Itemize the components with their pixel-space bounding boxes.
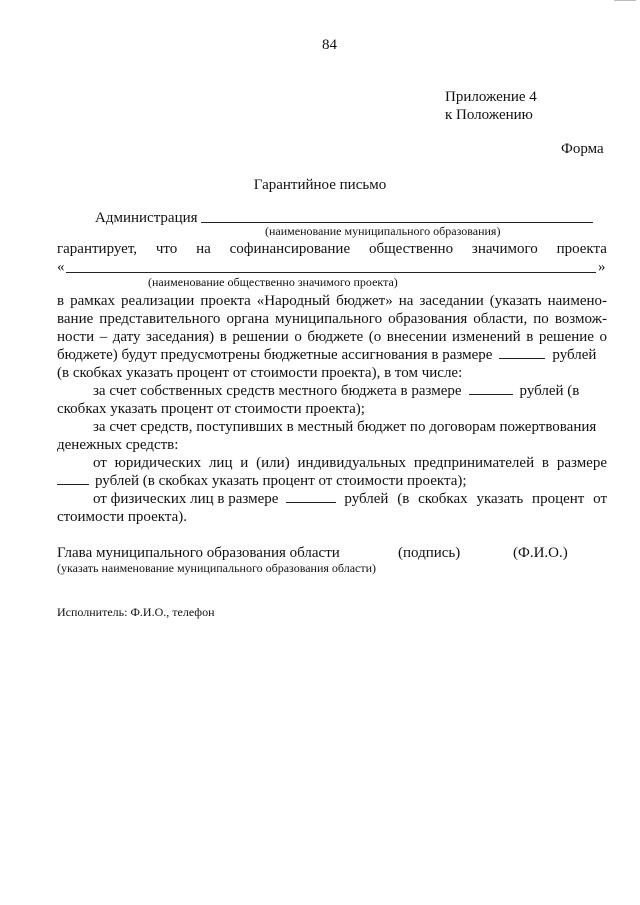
- administration-label: Администрация: [95, 210, 198, 226]
- individuals-amount-blank: [286, 491, 336, 503]
- individuals-text: от физических лиц в размере: [93, 491, 279, 507]
- signature-sign: (подпись): [398, 545, 461, 561]
- body-line: вание представительного органа муниципального образования области, по возмож-: [57, 311, 607, 327]
- budget-text: бюджете) будут предусмотрены бюджетные ассигнования в размере: [57, 347, 493, 363]
- legal-entities-amount-line: [57, 472, 467, 490]
- donations-line: за счет средств, поступивших в местный бюджет по договорам пожертвования: [93, 419, 597, 435]
- form-label: Форма: [561, 141, 604, 157]
- donations-line-2: денежных средств:: [57, 437, 179, 453]
- budget-line: [57, 346, 607, 364]
- local-budget-line: [93, 382, 607, 400]
- local-budget-text: за счет собственных средств местного бюджета в размере: [93, 383, 462, 399]
- guarantee-word: что: [155, 241, 178, 257]
- guarantee-word: значимого: [471, 241, 538, 257]
- page-number: 84: [322, 37, 337, 53]
- guarantee-word: проекта: [556, 241, 607, 257]
- local-budget-percent: скобках указать процент от стоимости проекта);: [57, 401, 365, 417]
- local-budget-amount-blank: [469, 383, 513, 395]
- project-caption: (наименование общественно значимого проекта): [148, 275, 398, 289]
- signature-head: Глава муниципального образования области: [57, 545, 340, 561]
- individuals-currency: рублей (в скобках указать процент от: [344, 491, 607, 507]
- legal-amount-blank: [57, 473, 89, 485]
- budget-currency: рублей: [552, 347, 597, 363]
- guarantee-line: [57, 240, 607, 258]
- body-line: ности – дату заседания) в решении о бюджете (о внесении изменений в решение о: [57, 329, 607, 345]
- guarantee-word: общественно: [368, 241, 454, 257]
- guarantee-word: на: [196, 241, 211, 257]
- administration-blank: [201, 209, 593, 223]
- document-title: Гарантийное письмо: [253, 177, 387, 193]
- quote-open: «: [57, 259, 65, 275]
- local-budget-currency: рублей (в: [519, 383, 580, 399]
- executor-line: Исполнитель: Ф.И.О., телефон: [57, 605, 215, 619]
- budget-amount-blank: [499, 347, 545, 359]
- signature-fio: (Ф.И.О.): [513, 545, 568, 561]
- quote-close: »: [598, 259, 606, 275]
- guarantee-word: софинансирование: [229, 241, 351, 257]
- legal-entities-line: от юридических лиц и (или) индивидуальных предпринимателей в размере: [93, 455, 607, 471]
- individuals-line-2: стоимости проекта).: [57, 509, 187, 525]
- percent-line: (в скобках указать процент от стоимости проекта), в том числе:: [57, 365, 463, 381]
- signature-note: (указать наименование муниципального образования области): [57, 561, 377, 575]
- administration-caption: (наименование муниципального образования): [265, 224, 501, 238]
- appendix-reference: к Положению: [445, 107, 533, 123]
- guarantee-word: гарантирует,: [57, 241, 138, 257]
- project-name-blank: [66, 258, 596, 273]
- legal-entities-currency: рублей (в скобках указать процент от стоимости проекта);: [95, 473, 467, 489]
- body-line: в рамках реализации проекта «Народный бюджет» на заседании (указать наимено-: [57, 293, 607, 309]
- appendix-number: Приложение 4: [445, 89, 537, 105]
- page-edge-mark: [614, 0, 636, 5]
- individuals-line: [93, 490, 607, 508]
